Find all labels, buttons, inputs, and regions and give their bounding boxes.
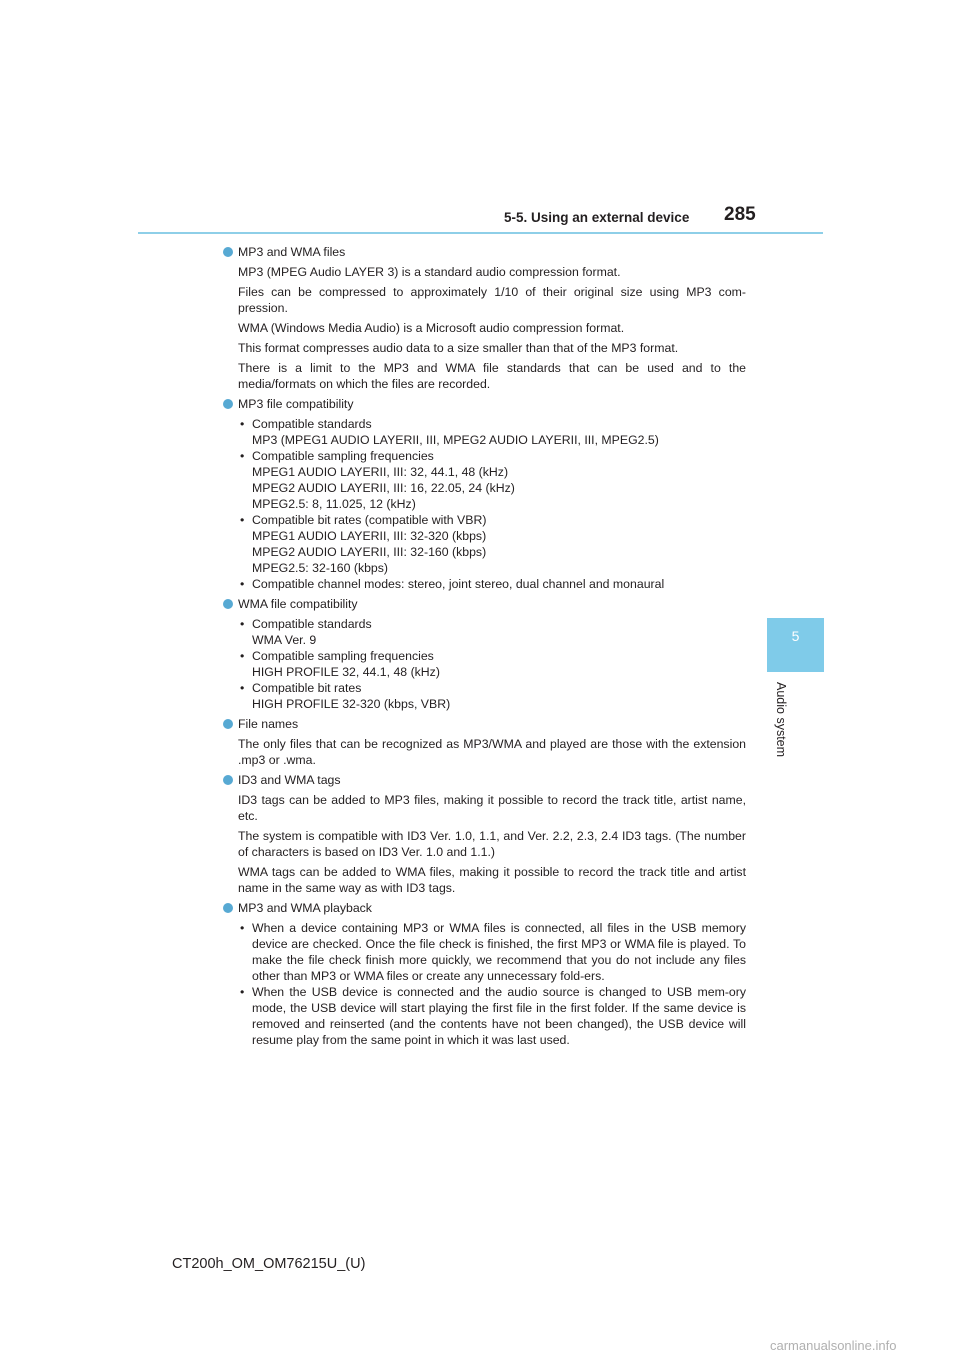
- list-item-detail: MPEG2.5: 8, 11.025, 12 (kHz): [252, 497, 416, 511]
- list-bullet-icon: •: [240, 577, 245, 591]
- spec-list: [220, 416, 746, 592]
- page-number: 285: [724, 204, 756, 225]
- section-heading-text: MP3 file compatibility: [238, 397, 354, 411]
- manual-code: CT200h_OM_OM76215U_(U): [172, 1256, 366, 1272]
- list-item: [238, 920, 746, 984]
- paragraph: The only files that can be recognized as MP3/WMA and played are those with the extension .mp3 or .wma.: [238, 737, 746, 767]
- list-bullet-icon: •: [240, 921, 245, 935]
- list-item-title: Compatible sampling frequencies: [252, 449, 434, 463]
- chapter-side-label-text: Audio system: [774, 682, 788, 758]
- list-bullet-icon: •: [240, 985, 245, 999]
- section-title: 5-5. Using an external device: [504, 210, 690, 225]
- bullet-dot-icon: [223, 247, 233, 257]
- section: [220, 716, 746, 768]
- list-item-title: When the USB device is connected and the audio source is changed to USB mem-ory mode, the USB device will start playing the first file in the first folder. If the same device is removed and reinserted (and the contents have not been changed), the USB device will resume play from the same point in which it was last used.: [252, 985, 746, 1047]
- bullet-dot-icon: [223, 903, 233, 913]
- paragraph: WMA tags can be added to WMA files, making it possible to record the track title and artist name in the same way as with ID3 tags.: [238, 865, 746, 895]
- list-item-detail: MP3 (MPEG1 AUDIO LAYERII, III, MPEG2 AUDIO LAYERII, III, MPEG2.5): [252, 433, 659, 447]
- section-heading-text: ID3 and WMA tags: [238, 773, 341, 787]
- list-item-title: Compatible sampling frequencies: [252, 649, 434, 663]
- section-heading-text: WMA file compatibility: [238, 597, 358, 611]
- watermark: carmanualsonline.info: [770, 1338, 897, 1353]
- bullet-dot-icon: [223, 719, 233, 729]
- section-heading: [220, 244, 746, 260]
- section-heading-text: File names: [238, 717, 299, 731]
- paragraph: WMA (Windows Media Audio) is a Microsoft audio compression format.: [238, 321, 625, 335]
- section-heading: [220, 900, 746, 916]
- section: [220, 772, 746, 896]
- section: [220, 596, 746, 712]
- paragraph: The system is compatible with ID3 Ver. 1.0, 1.1, and Ver. 2.2, 2.3, 2.4 ID3 tags. (The number of characters is based on ID3 Ver. 1.0 and 1.1.): [238, 829, 746, 859]
- chapter-tab[interactable]: [767, 618, 824, 672]
- section: [220, 244, 746, 392]
- bullet-dot-icon: [223, 399, 233, 409]
- section-heading: [220, 396, 746, 412]
- spec-list: [220, 616, 746, 712]
- list-item-detail: MPEG1 AUDIO LAYERII, III: 32, 44.1, 48 (kHz): [252, 465, 509, 479]
- section-heading: [220, 772, 746, 788]
- list-item-detail: WMA Ver. 9: [252, 633, 317, 647]
- list-item-title: Compatible bit rates: [252, 681, 362, 695]
- section: [220, 396, 746, 592]
- list-item: [238, 984, 746, 1048]
- paragraph: ID3 tags can be added to MP3 files, making it possible to record the track title, artist name, etc.: [238, 793, 746, 823]
- section: [220, 900, 746, 1048]
- paragraph: Files can be compressed to approximately 1/10 of their original size using MP3 com-pression.: [238, 285, 746, 315]
- bullet-dot-icon: [223, 775, 233, 785]
- list-item-title: When a device containing MP3 or WMA files is connected, all files in the USB memory device are checked. Once the file check is finished, the first MP3 or WMA file is played. To make the file check finish more quickly, we recommend that you do not include any files other than MP3 or WMA files or create any unnecessary fold-ers.: [252, 921, 746, 983]
- paragraph: MP3 (MPEG Audio LAYER 3) is a standard audio compression format.: [238, 265, 621, 279]
- list-item-detail: MPEG2 AUDIO LAYERII, III: 16, 22.05, 24 (kHz): [252, 481, 515, 495]
- chapter-side-label: [774, 682, 788, 802]
- spec-list: [220, 920, 746, 1048]
- list-item: [238, 576, 746, 592]
- list-item: [238, 648, 746, 680]
- list-item: [238, 616, 746, 648]
- list-item-detail: MPEG2 AUDIO LAYERII, III: 32-160 (kbps): [252, 545, 487, 559]
- list-item: [238, 416, 746, 448]
- bullet-dot-icon: [223, 599, 233, 609]
- page-content: [220, 244, 746, 1052]
- paragraph: There is a limit to the MP3 and WMA file standards that can be used and to the media/formats on which the files are recorded.: [238, 361, 746, 391]
- list-item: [238, 512, 746, 576]
- list-item-title: Compatible standards: [252, 417, 372, 431]
- list-item-detail: HIGH PROFILE 32-320 (kbps, VBR): [252, 697, 451, 711]
- list-item-title: Compatible bit rates (compatible with VBR): [252, 513, 487, 527]
- paragraph: This format compresses audio data to a size smaller than that of the MP3 format.: [238, 341, 679, 355]
- list-item-title: Compatible channel modes: stereo, joint stereo, dual channel and monaural: [252, 577, 665, 591]
- list-item-detail: HIGH PROFILE 32, 44.1, 48 (kHz): [252, 665, 440, 679]
- list-bullet-icon: •: [240, 513, 245, 527]
- section-heading: [220, 596, 746, 612]
- list-item: [238, 448, 746, 512]
- chapter-tab-number: 5: [791, 628, 800, 644]
- section-heading-text: MP3 and WMA files: [238, 245, 346, 259]
- list-item: [238, 680, 746, 712]
- section-heading: [220, 716, 746, 732]
- list-bullet-icon: •: [240, 617, 245, 631]
- list-item-detail: MPEG1 AUDIO LAYERII, III: 32-320 (kbps): [252, 529, 487, 543]
- header-rule: [138, 232, 823, 234]
- list-item-title: Compatible standards: [252, 617, 372, 631]
- list-bullet-icon: •: [240, 417, 245, 431]
- list-bullet-icon: •: [240, 681, 245, 695]
- list-item-detail: MPEG2.5: 32-160 (kbps): [252, 561, 389, 575]
- list-bullet-icon: •: [240, 649, 245, 663]
- section-heading-text: MP3 and WMA playback: [238, 901, 372, 915]
- list-bullet-icon: •: [240, 449, 245, 463]
